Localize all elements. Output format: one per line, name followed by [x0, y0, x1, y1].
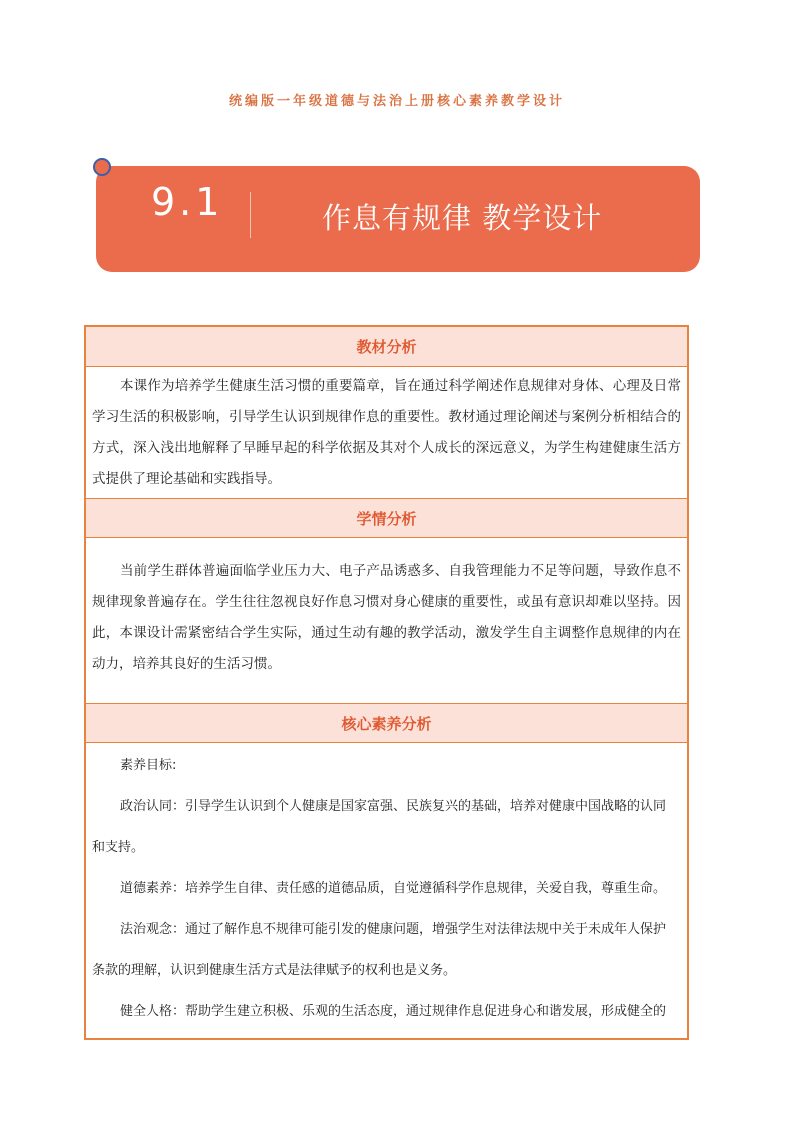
- section-body-literacy: [86, 743, 687, 1032]
- literacy-law-line1: 法治观念：通过了解作息不规律可能引发的健康问题，增强学生对法律法规中关于未成年人保护: [120, 922, 667, 937]
- banner-divider: [250, 192, 251, 238]
- literacy-political-line2: 和支持。: [92, 840, 145, 855]
- banner-dot-icon: [93, 158, 111, 176]
- design-table: [84, 325, 689, 1040]
- lesson-number: 9.1: [151, 180, 224, 224]
- lesson-banner: [96, 166, 700, 272]
- section-body-textbook: [86, 367, 687, 498]
- section-body-learners: [86, 538, 687, 703]
- literacy-political-line1: 政治认同：引导学生认识到个人健康是国家富强、民族复兴的基础，培养对健康中国战略的认同: [120, 799, 667, 814]
- literacy-law-line2: 条款的理解，认识到健康生活方式是法律赋予的权利也是义务。: [92, 963, 457, 978]
- textbook-paragraph: 本课作为培养学生健康生活习惯的重要篇章，旨在通过科学阐述作息规律对身体、心理及日常学习生活的积极影响，引导学生认识到规律作息的重要性。教材通过理论阐述与案例分析相结合的方式，深入浅出地解释了早睡早起的科学依据及其对个人成长的深远意义，为学生构建健康生活方式提供了理论基础和实践指导。: [92, 378, 681, 487]
- series-header: 统编版一年级道德与法治上册核心素养教学设计: [228, 94, 565, 109]
- section-heading-literacy: 核心素养分析: [86, 703, 687, 743]
- literacy-moral: 道德素养：培养学生自律、责任感的道德品质，自觉遵循科学作息规律，关爱自我，尊重生命。: [120, 881, 667, 896]
- section-heading-learners: 学情分析: [86, 498, 687, 538]
- literacy-goal-label: 素养目标:: [120, 758, 177, 773]
- lesson-title: 作息有规律 教学设计: [322, 201, 603, 235]
- learners-paragraph: 当前学生群体普遍面临学业压力大、电子产品诱惑多、自我管理能力不足等问题，导致作息不规律现象普遍存在。学生往往忽视良好作息习惯对身心健康的重要性，或虽有意识却难以坚持。因此，本课设计需紧密结合学生实际，通过生动有趣的教学活动，激发学生自主调整作息规律的内在动力，培养其良好的生活习惯。: [92, 563, 681, 672]
- section-heading-textbook: 教材分析: [86, 327, 687, 367]
- literacy-personality: 健全人格：帮助学生建立积极、乐观的生活态度，通过规律作息促进身心和谐发展，形成健全的: [120, 1004, 667, 1019]
